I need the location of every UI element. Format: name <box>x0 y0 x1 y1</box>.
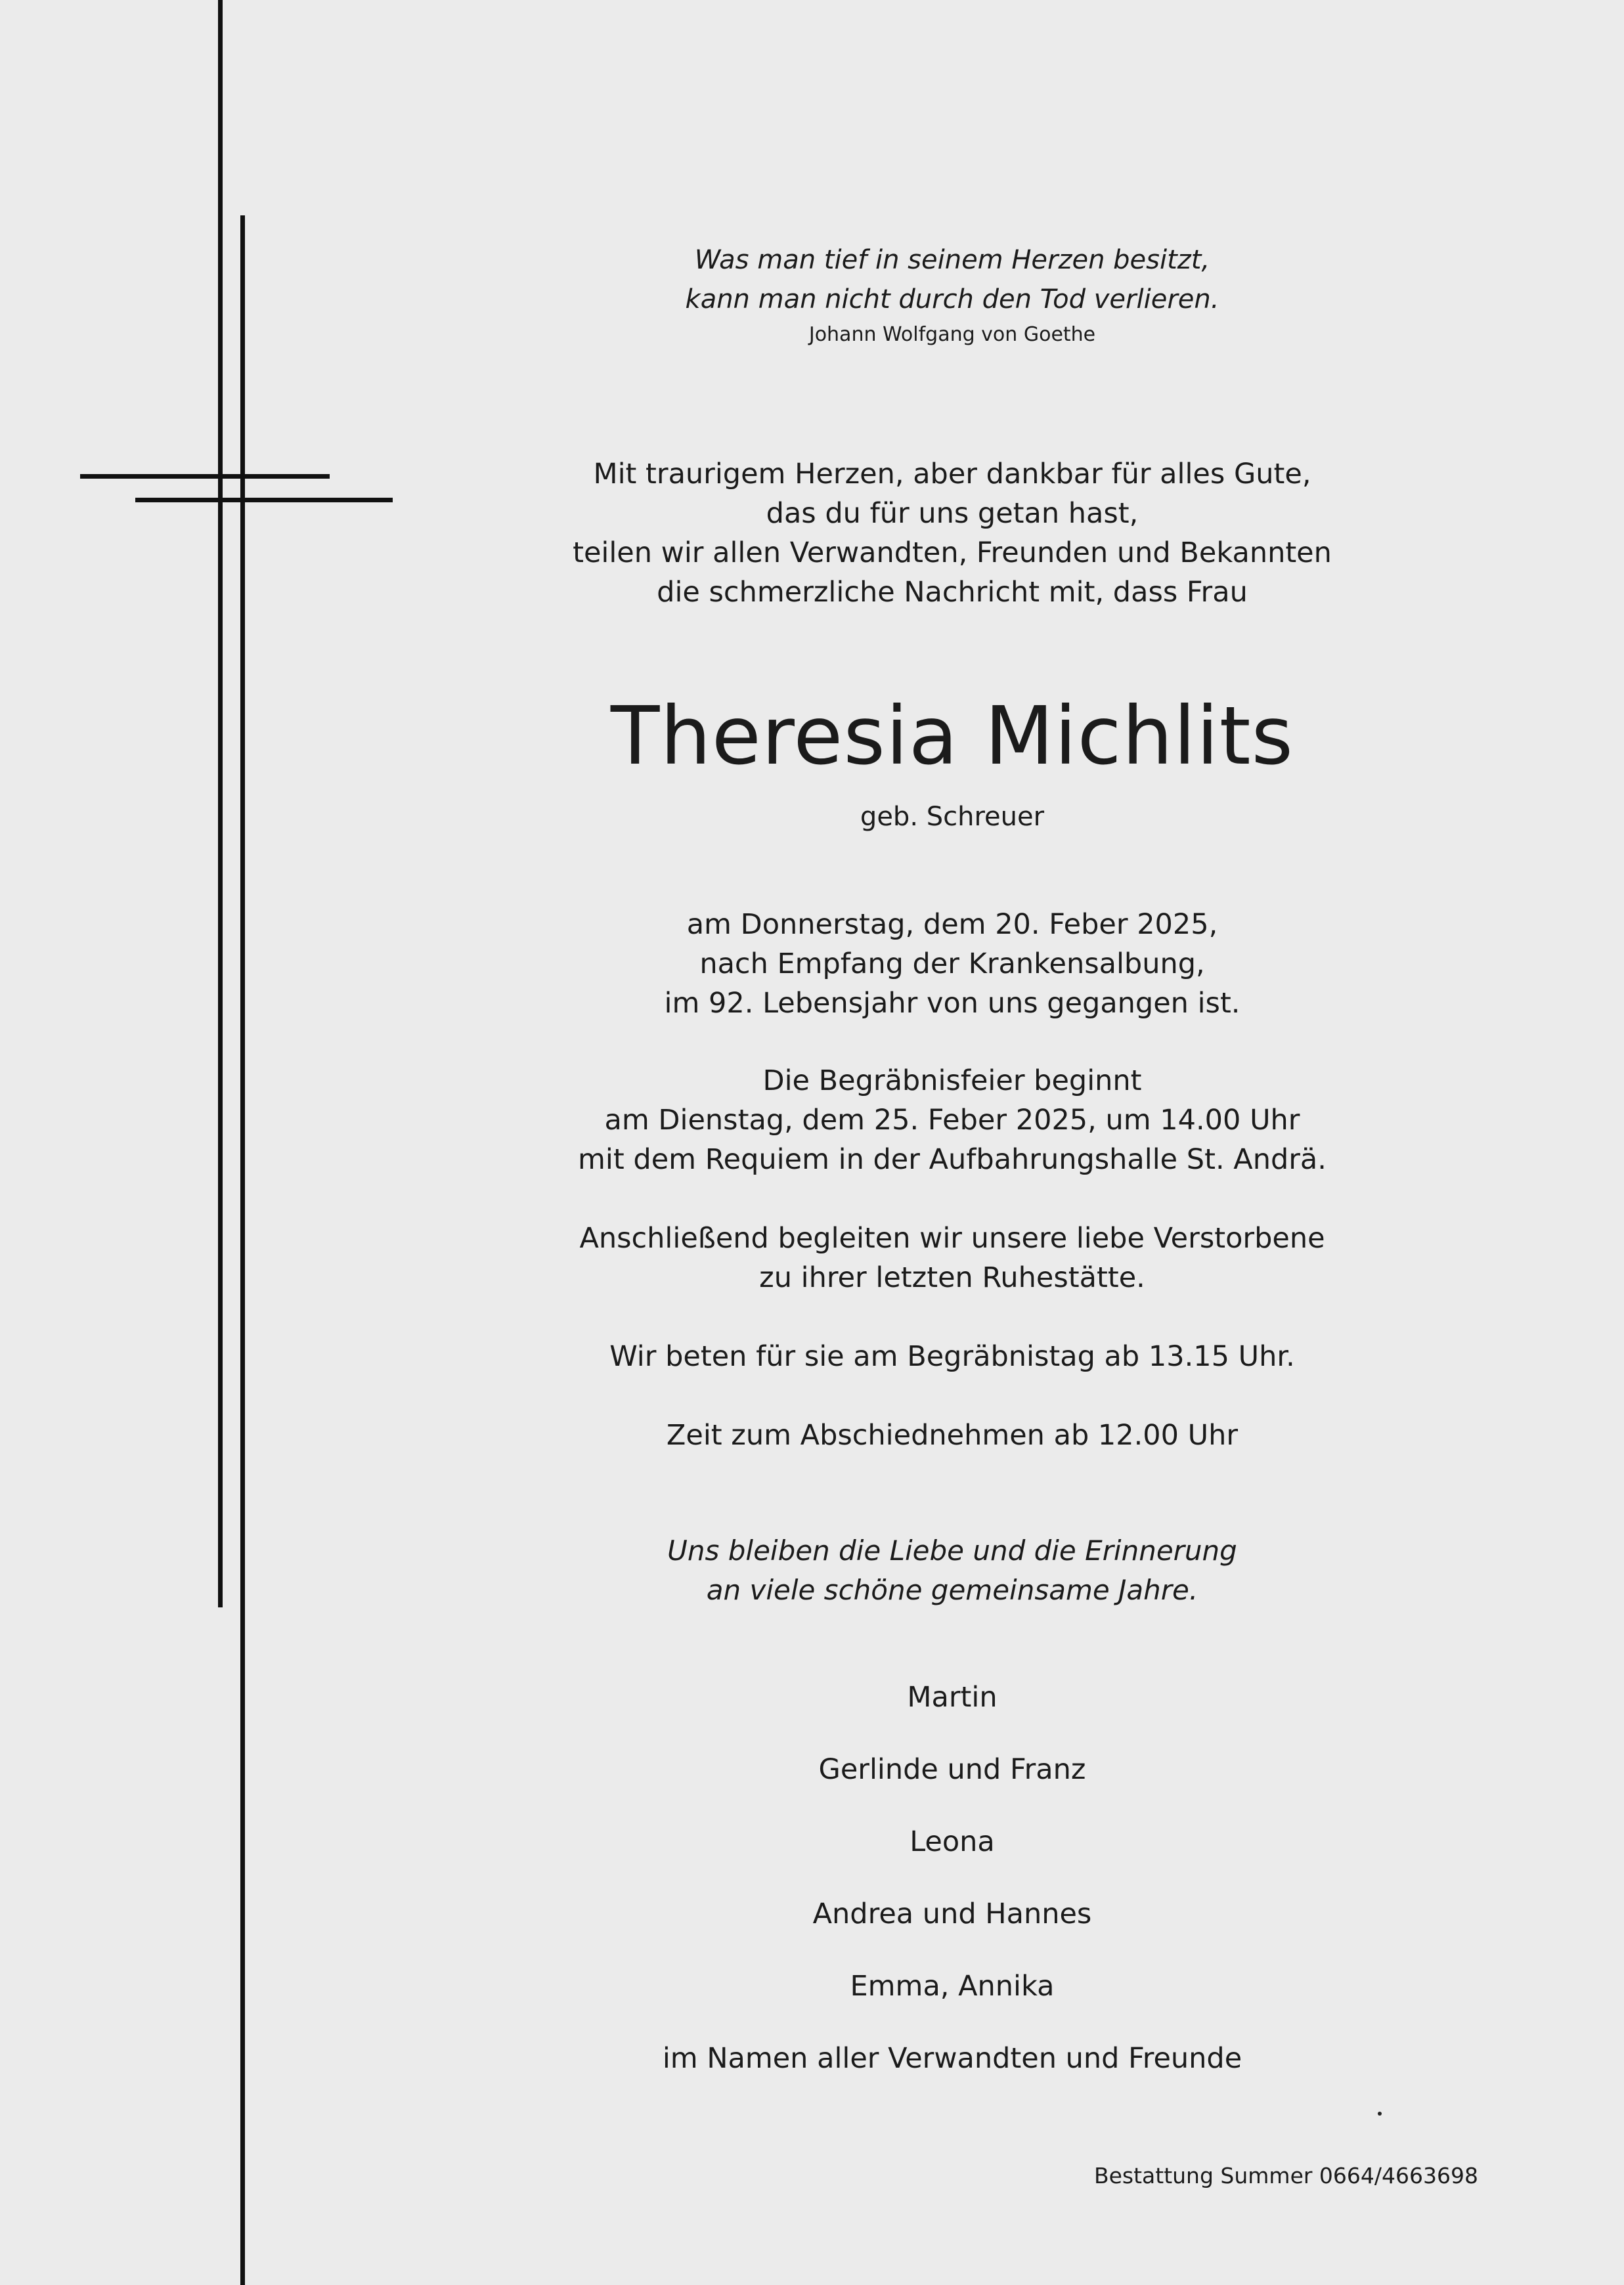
burial-line: Anschließend begleiten wir unsere liebe Verstorbene <box>579 1222 1325 1255</box>
funeral-line: Die Begräbnisfeier beginnt <box>762 1064 1142 1097</box>
burial-details <box>565 1219 1340 1297</box>
mourner-entry: Emma, Annika <box>850 1970 1055 2003</box>
prayer-time: Wir beten für sie am Begräbnistag ab 13.15 Uhr. <box>609 1340 1295 1373</box>
death-line: im 92. Lebensjahr von uns gegangen ist. <box>664 987 1240 1020</box>
intro-line: das du für uns getan hast, <box>766 497 1139 530</box>
closing-line: an viele schöne gemeinsame Jahre. <box>706 1574 1198 1606</box>
death-line: nach Empfang der Krankensalbung, <box>699 947 1205 980</box>
intro-line: Mit traurigem Herzen, aber dankbar für alles Gute, <box>593 458 1311 490</box>
undertaker-contact: Bestattung Summer 0664/4663698 <box>1093 2163 1478 2188</box>
funeral-line: am Dienstag, dem 25. Feber 2025, um 14.00 Uhr <box>604 1104 1300 1137</box>
mourner-entry: Leona <box>910 1825 995 1858</box>
paper-speck <box>1378 2112 1382 2116</box>
deceased-name: Theresia Michlits <box>610 689 1294 783</box>
death-line: am Donnerstag, dem 20. Feber 2025, <box>686 908 1218 941</box>
mourner-entry: Gerlinde und Franz <box>818 1753 1086 1786</box>
mourners-list <box>565 1661 1340 2095</box>
farewell-time: Zeit zum Abschiednehmen ab 12.00 Uhr <box>666 1419 1239 1452</box>
intro-line: teilen wir allen Verwandten, Freunden und Bekannten <box>573 536 1332 569</box>
intro-line: die schmerzliche Nachricht mit, dass Frau <box>657 576 1248 609</box>
goethe-quote <box>565 240 1340 351</box>
maiden-name: geb. Schreuer <box>860 802 1045 832</box>
mourner-entry: im Namen aller Verwandten und Freunde <box>662 2042 1242 2075</box>
cross-horizontal-line-upper <box>80 474 330 479</box>
funeral-line: mit dem Requiem in der Aufbahrungshalle St. Andrä. <box>578 1143 1327 1176</box>
death-notice <box>565 905 1340 1023</box>
quote-author: Johann Wolfgang von Goethe <box>808 323 1096 346</box>
burial-line: zu ihrer letzten Ruhestätte. <box>759 1261 1145 1294</box>
closing-line: Uns bleiben die Liebe und die Erinnerung <box>667 1534 1237 1567</box>
quote-line: kann man nicht durch den Tod verlieren. <box>685 284 1219 315</box>
cross-vertical-line-right <box>240 215 245 2285</box>
quote-line: Was man tief in seinem Herzen besitzt, <box>694 245 1210 275</box>
funeral-details <box>565 1061 1340 1179</box>
intro-text <box>565 454 1340 612</box>
cross-vertical-line-left <box>218 0 223 1607</box>
mourner-entry: Andrea und Hannes <box>812 1898 1092 1930</box>
closing-verse <box>565 1531 1340 1610</box>
cross-horizontal-line-lower <box>135 498 393 502</box>
mourner-entry: Martin <box>907 1681 998 1714</box>
